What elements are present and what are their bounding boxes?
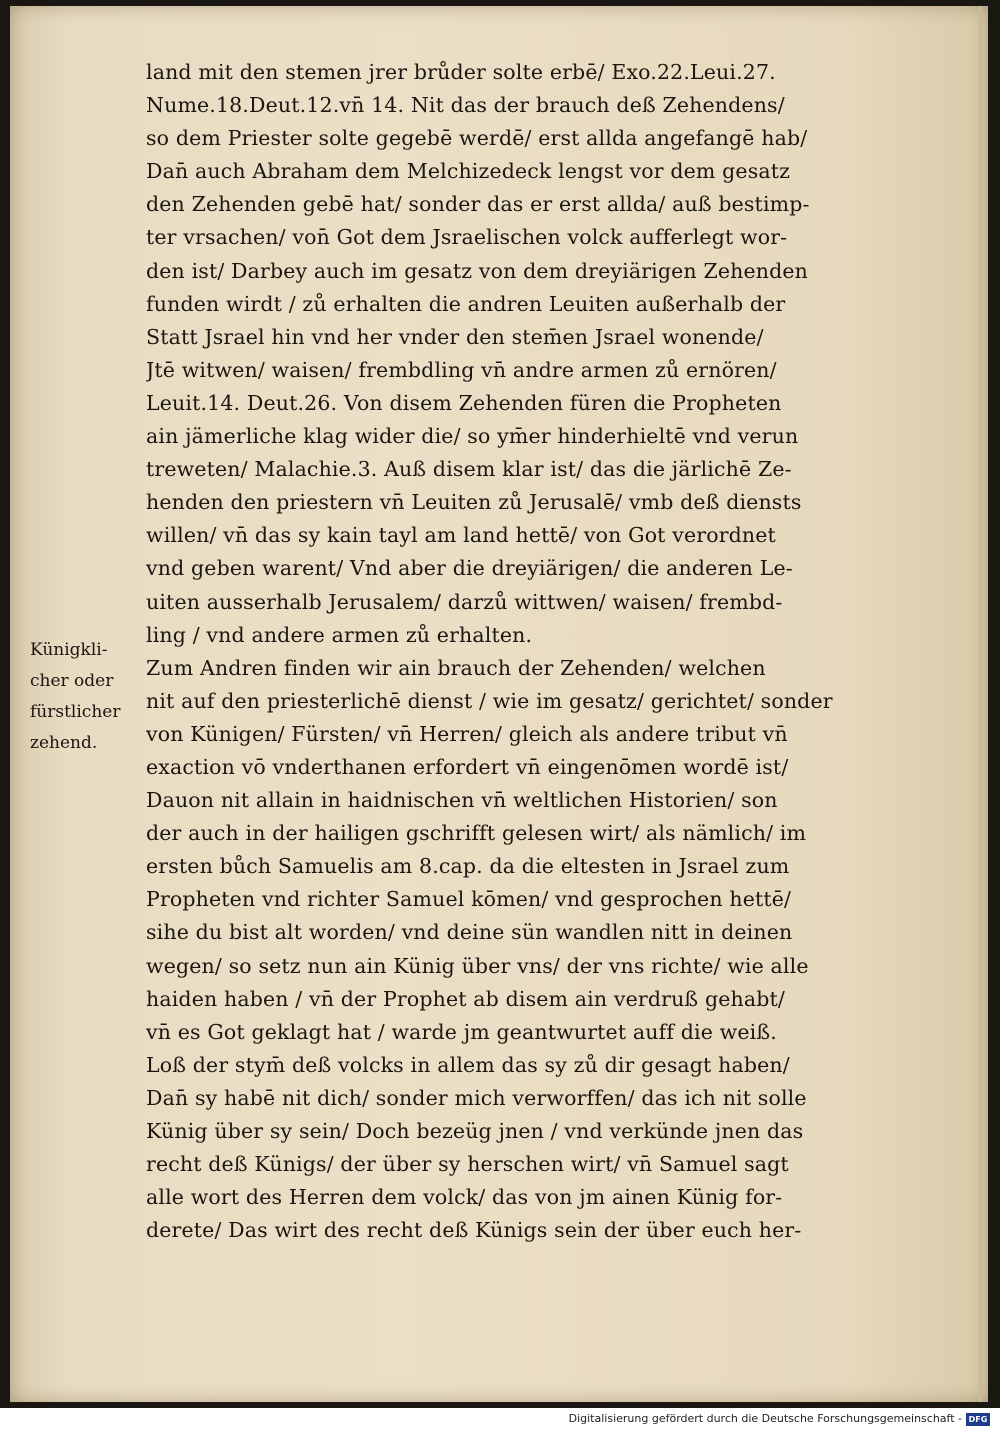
- text-line: Dan̄ sy habē nit dich/ sonder mich verworffen/ das ich nit solle: [146, 1085, 807, 1110]
- text-line: alle wort des Herren dem volck/ das von jm ainen Künig for-: [146, 1185, 783, 1210]
- text-line: nit auf den priesterlichē dienst / wie im gesatz/ gerichtet/ sonder: [146, 688, 833, 713]
- text-line: ersten bůch Samuelis am 8.cap. da die eltesten in Jsrael zum: [146, 854, 790, 879]
- text-line: vn̄ es Got geklagt hat / warde jm geantwurtet auff die weiß.: [146, 1019, 777, 1044]
- text-line: Statt Jsrael hin vnd her vnder den stem̄en Jsrael wonende/: [146, 324, 764, 349]
- text-line: funden wirdt / zů erhalten die andren Leuiten außerhalb der: [146, 291, 786, 316]
- margin-note-line: fürstlicher: [30, 702, 121, 722]
- text-line: Zum Andren finden wir ain brauch der Zehenden/ welchen: [146, 655, 766, 680]
- margin-note-line: cher oder: [30, 671, 114, 691]
- text-line: Leuit.14. Deut.26. Von disem Zehenden füren die Propheten: [146, 390, 782, 415]
- text-line: uiten ausserhalb Jerusalem/ darzů wittwen/ waisen/ frembd-: [146, 589, 783, 614]
- text-line: henden den priestern vn̄ Leuiten zů Jerusalē/ vmb deß diensts: [146, 490, 802, 515]
- text-line: Propheten vnd richter Samuel kōmen/ vnd gesprochen hettē/: [146, 887, 792, 912]
- text-line: den Zehenden gebē hat/ sonder das er erst allda/ auß bestimp-: [146, 192, 810, 217]
- text-line: Nume.18.Deut.12.vn̄ 14. Nit das der brauch deß Zehendens/: [146, 93, 785, 118]
- funding-credit: Digitalisierung gefördert durch die Deutsche Forschungsgemeinschaft -: [568, 1412, 962, 1425]
- text-line: Dauon nit allain in haidnischen vn̄ weltlichen Historien/ son: [146, 788, 778, 813]
- text-line: den ist/ Darbey auch im gesatz von dem dreyiärigen Zehenden: [146, 258, 809, 283]
- book-page: [10, 6, 988, 1402]
- footer-bar: [0, 1408, 1000, 1431]
- text-line: Loß der stym̄ deß volcks in allem das sy zů dir gesagt haben/: [146, 1052, 790, 1077]
- text-line: ter vrsachen/ von̄ Got dem Jsraelischen volck aufferlegt wor-: [146, 225, 788, 250]
- text-line: so dem Priester solte gegebē werdē/ erst allda angefangē hab/: [146, 126, 808, 151]
- text-line: Dan̄ auch Abraham dem Melchizedeck lengst vor dem gesatz: [146, 159, 791, 184]
- text-line: der auch in der hailigen gschrifft gelesen wirt/ als nämlich/ im: [146, 821, 807, 846]
- text-line: Künig über sy sein/ Doch bezeüg jnen / vnd verkünde jnen das: [146, 1119, 804, 1143]
- text-line: exaction vō vnderthanen erfordert vn̄ eingenōmen wordē ist/: [146, 754, 789, 779]
- text-line: wegen/ so setz nun ain Künig über vns/ der vns richte/ wie alle: [146, 953, 809, 978]
- margin-note: [30, 635, 148, 759]
- page-edge: [979, 6, 982, 1402]
- text-line: recht deß Künigs/ der über sy herschen wirt/ vn̄ Samuel sagt: [146, 1152, 789, 1177]
- text-line: Jtē witwen/ waisen/ frembdling vn̄ andre armen zů ernören/: [146, 357, 777, 382]
- text-line: von Künigen/ Fürsten/ vn̄ Herren/ gleich als andere tribut vn̄: [146, 721, 788, 746]
- text-line: sihe du bist alt worden/ vnd deine sün wandlen nitt in deinen: [146, 920, 793, 945]
- dfg-logo: DFG: [966, 1413, 990, 1426]
- text-line: ain jämerliche klag wider die/ so ym̄er hinderhieltē vnd verun: [146, 424, 799, 449]
- text-line: willen/ vn̄ das sy kain tayl am land hettē/ von Got verordnet: [146, 523, 776, 548]
- text-line: haiden haben / vn̄ der Prophet ab disem ain verdruß gehabt/: [146, 986, 785, 1011]
- text-line: land mit den stemen jrer brůder solte erbē/ Exo.22.Leui.27.: [146, 60, 776, 84]
- margin-note-line: Künigkli-: [30, 640, 108, 660]
- text-line: treweten/ Malachie.3. Auß disem klar ist/ das die järlichē Ze-: [146, 457, 792, 482]
- text-line: derete/ Das wirt des recht deß Künigs sein der über euch her-: [146, 1218, 802, 1243]
- text-line: vnd geben warent/ Vnd aber die dreyiärigen/ die anderen Le-: [146, 556, 793, 581]
- main-text-block: [146, 56, 926, 1247]
- margin-note-line: zehend.: [30, 733, 98, 753]
- text-line: ling / vnd andere armen zů erhalten.: [146, 622, 533, 647]
